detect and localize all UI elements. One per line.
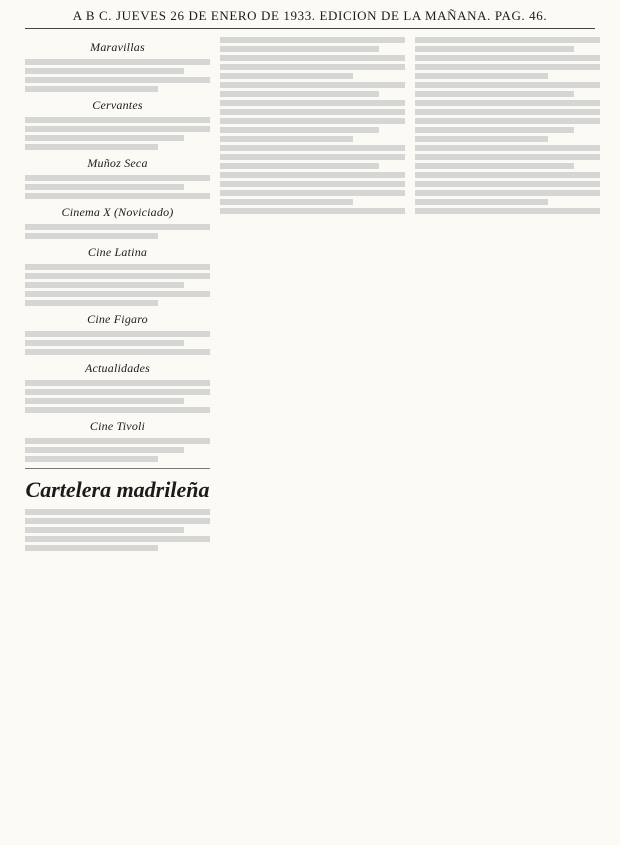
section-title: Cine Tivoli	[89, 419, 146, 433]
section-title: Cine Latina	[87, 245, 148, 259]
section-3	[25, 156, 210, 199]
section-title: Cervantes	[92, 98, 143, 112]
section-6	[25, 312, 210, 355]
page-columns	[25, 34, 600, 839]
middle-column	[220, 34, 405, 839]
section-4	[25, 205, 210, 239]
right-column	[415, 34, 600, 839]
section-5	[25, 245, 210, 306]
section-title: Cinema X (Noviciado)	[61, 205, 174, 219]
section-title: Cine Figaro	[87, 312, 148, 326]
section-title: Actualidades	[84, 361, 151, 375]
section-1	[25, 40, 210, 92]
page-header: A B C. JUEVES 26 DE ENERO DE 1933. EDICION DE LA MAÑANA. PAG. 46.	[25, 8, 595, 29]
section-8	[25, 419, 210, 462]
section-2	[25, 98, 210, 150]
section-title: Muñoz Seca	[87, 156, 148, 170]
left-column	[25, 34, 210, 839]
cartelera-title: Cartelera madrileña	[25, 477, 210, 502]
section-title: Maravillas	[90, 40, 145, 54]
section-7	[25, 361, 210, 413]
divider	[25, 468, 210, 469]
